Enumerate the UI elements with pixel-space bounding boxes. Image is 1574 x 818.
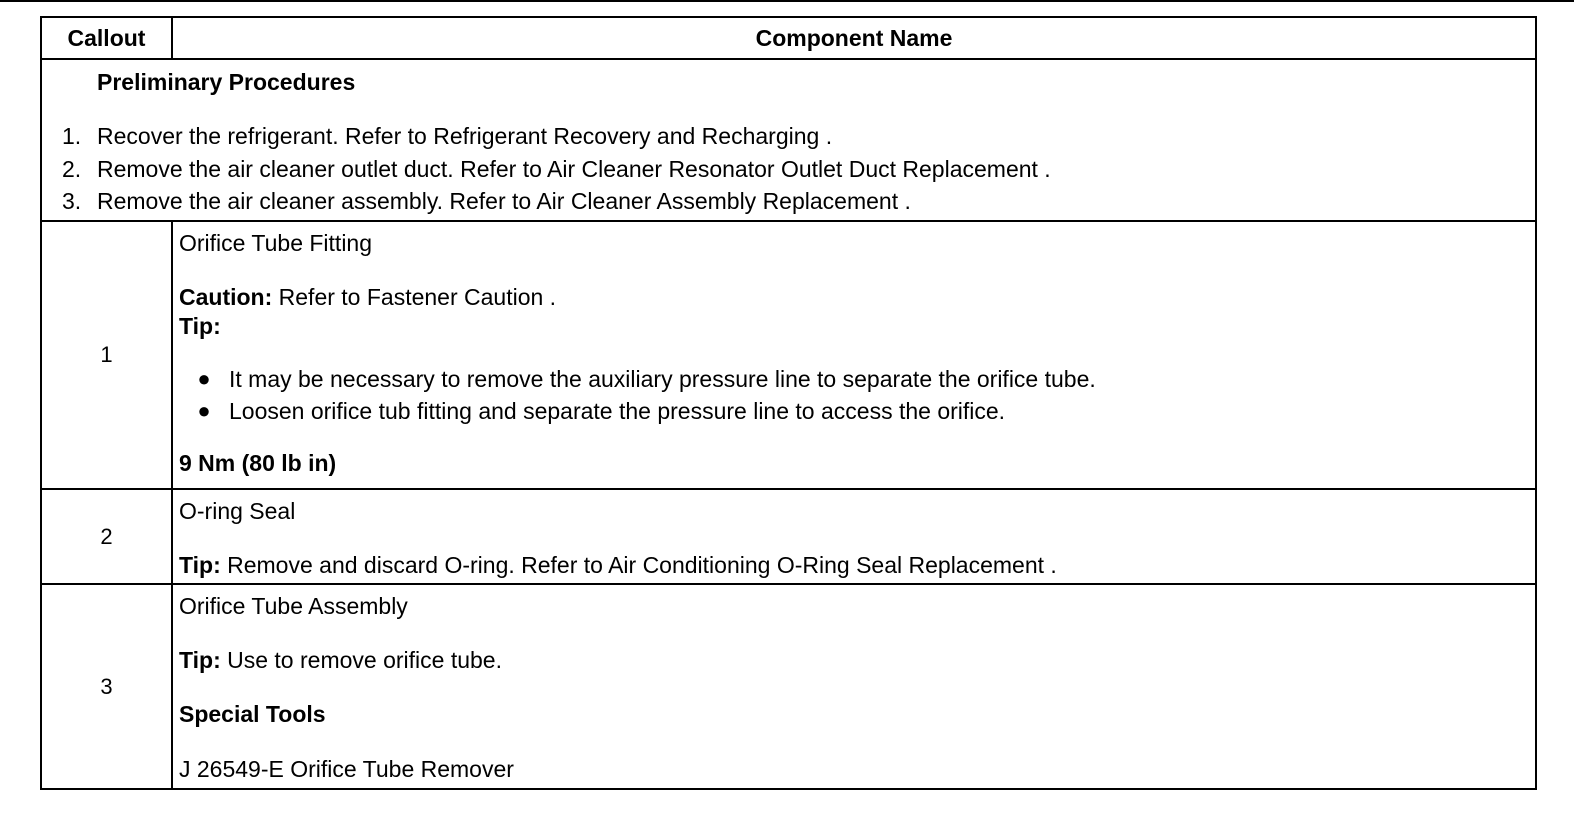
preliminary-row (41, 59, 1536, 221)
component-cell (172, 221, 1536, 489)
callout-number: 3 (41, 584, 172, 789)
preliminary-title: Preliminary Procedures (97, 69, 356, 95)
special-tools-label: Special Tools (179, 701, 326, 727)
list-item (42, 185, 1535, 218)
component-name: O-ring Seal (179, 498, 296, 524)
list-item (179, 363, 1535, 395)
callout-number: 2 (41, 489, 172, 584)
tip-label: Tip: (179, 552, 221, 578)
step-text: Recover the refrigerant. Refer to Refrigerant Recovery and Recharging . (97, 123, 833, 149)
tip-line (179, 646, 1535, 675)
callout-table (40, 16, 1537, 790)
table-row (41, 489, 1536, 584)
step-number: 2. (62, 155, 82, 182)
list-item (42, 153, 1535, 186)
top-rule (0, 0, 1574, 2)
component-cell (172, 489, 1536, 584)
special-tool-item: J 26549-E Orifice Tube Remover (179, 756, 514, 782)
step-text: Remove the air cleaner assembly. Refer to Air Cleaner Assembly Replacement . (97, 188, 911, 214)
tip-text: Loosen orifice tub fitting and separate the pressure line to access the orifice. (229, 398, 1006, 424)
table-row (41, 221, 1536, 489)
list-item (42, 120, 1535, 153)
tip-text: Use to remove orifice tube. (220, 647, 502, 673)
component-cell (172, 584, 1536, 789)
header-row (41, 17, 1536, 59)
torque-spec: 9 Nm (80 lb in) (179, 450, 337, 476)
tip-label: Tip: (179, 313, 221, 339)
tip-text: Remove and discard O-ring. Refer to Air Conditioning O-Ring Seal Replacement . (220, 552, 1057, 578)
preliminary-steps (42, 120, 1535, 218)
component-name-header: Component Name (172, 17, 1536, 59)
caution-line (179, 283, 1535, 312)
tip-line (179, 551, 1535, 580)
table-row (41, 584, 1536, 789)
step-number: 1. (62, 123, 82, 149)
component-name: Orifice Tube Fitting (179, 230, 373, 256)
bullet-icon: ● (197, 398, 211, 423)
caution-label: Caution: (179, 284, 273, 310)
tip-text: It may be necessary to remove the auxiliary pressure line to separate the orifice tube. (229, 366, 1096, 392)
callout-number: 1 (41, 221, 172, 489)
caution-text: Refer to Fastener Caution . (272, 284, 557, 310)
step-number: 3. (62, 188, 82, 214)
bullet-icon: ● (197, 366, 211, 391)
tip-list (179, 363, 1535, 427)
preliminary-cell (41, 59, 1536, 221)
step-text: Remove the air cleaner outlet duct. Refer to Air Cleaner Resonator Outlet Duct Replacement . (97, 155, 1051, 182)
callout-header: Callout (41, 17, 172, 59)
tip-label: Tip: (179, 647, 221, 673)
component-name: Orifice Tube Assembly (179, 593, 408, 619)
list-item (179, 395, 1535, 427)
